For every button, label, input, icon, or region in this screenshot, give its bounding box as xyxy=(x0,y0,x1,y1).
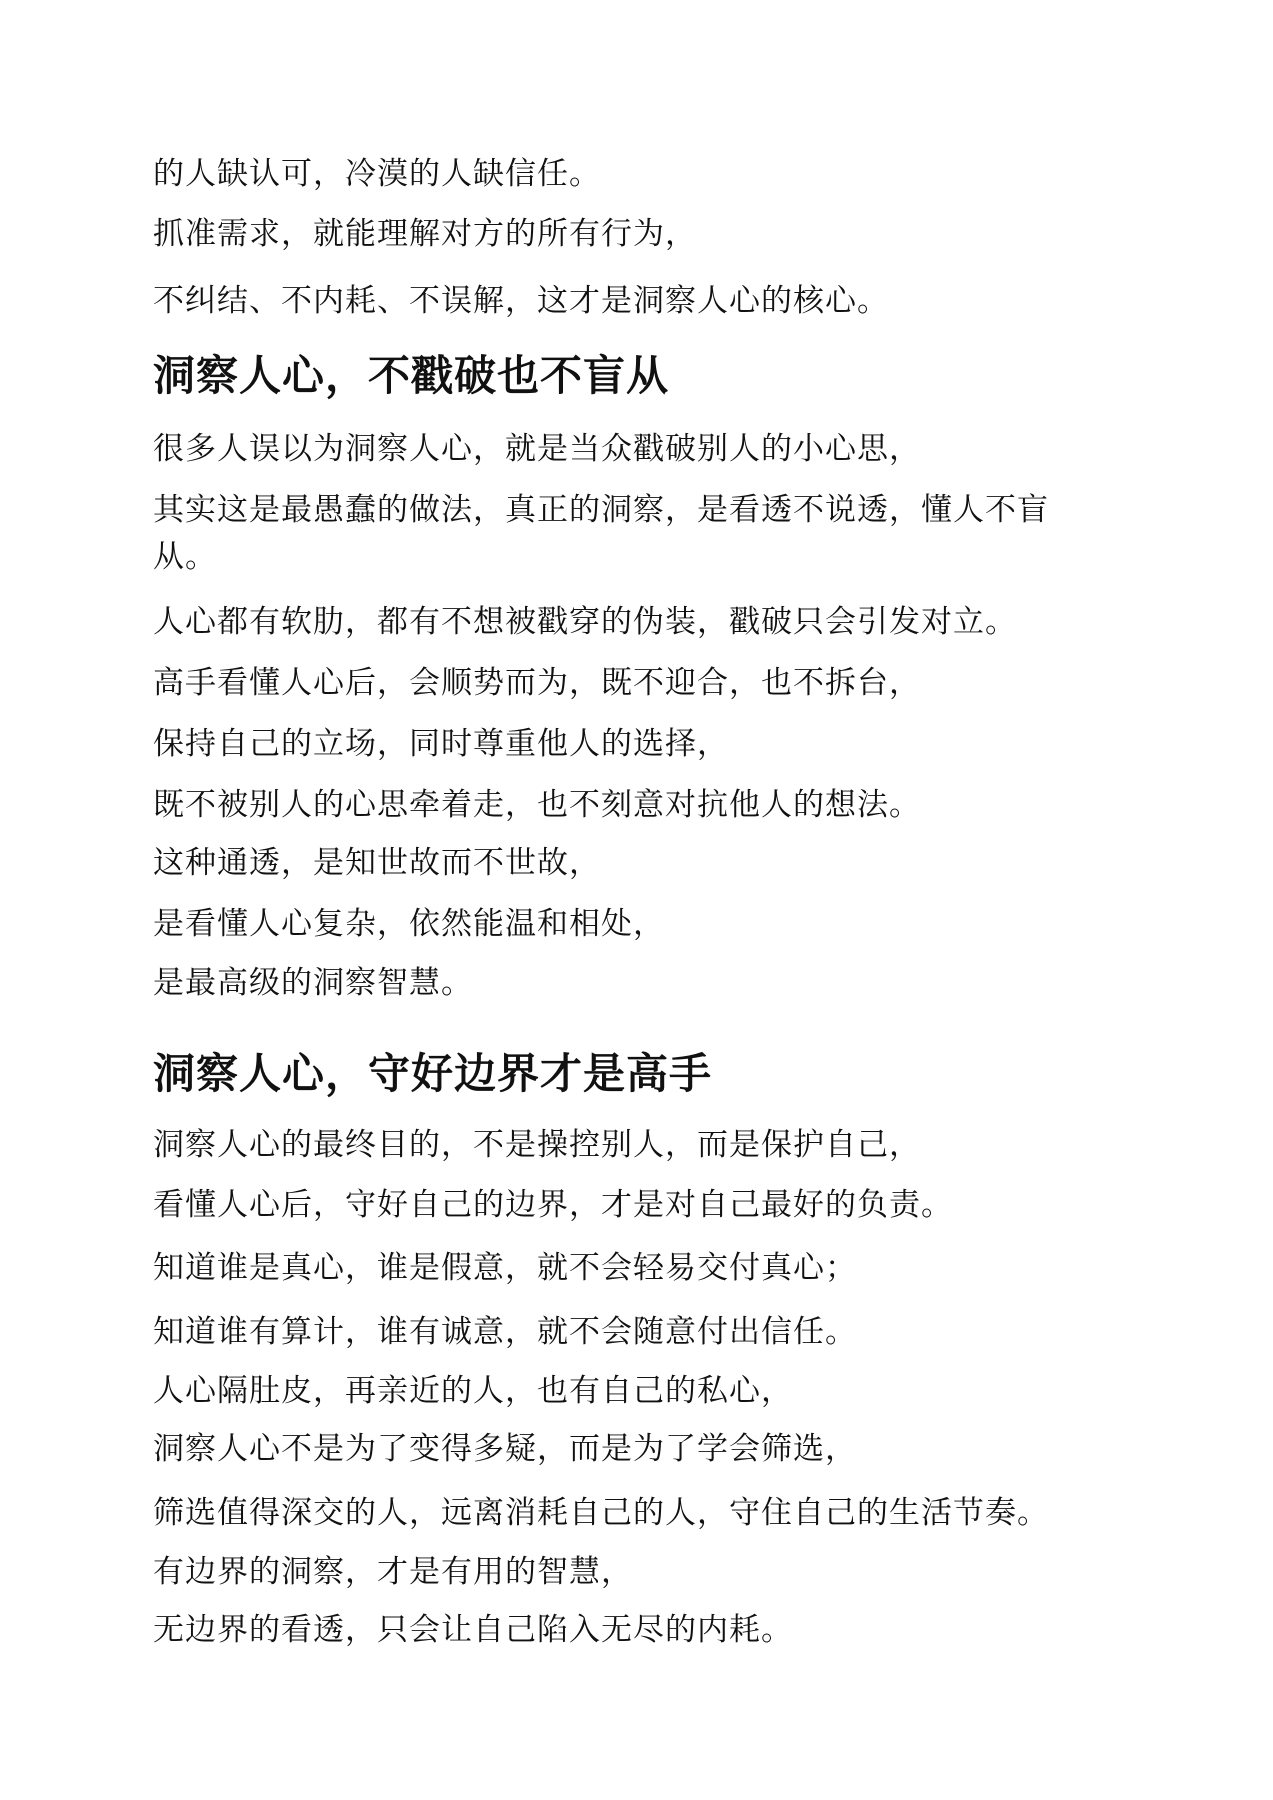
paragraph-line: 看懂人心后，守好自己的边界，才是对自己最好的负责。 xyxy=(153,1187,953,1223)
intro-line: 不纠结、不内耗、不误解，这才是洞察人心的核心。 xyxy=(153,283,889,319)
paragraph-line: 很多人误以为洞察人心，就是当众戳破别人的小心思， xyxy=(153,431,921,467)
paragraph-line: 是看懂人心复杂，依然能温和相处， xyxy=(153,906,665,942)
paragraph-line: 有边界的洞察，才是有用的智慧， xyxy=(153,1554,633,1590)
paragraph-line: 高手看懂人心后，会顺势而为，既不迎合，也不拆台， xyxy=(153,665,921,701)
intro-line: 的人缺认可，冷漠的人缺信任。 xyxy=(153,156,601,192)
paragraph-line: 人心隔肚皮，再亲近的人，也有自己的私心， xyxy=(153,1373,793,1409)
paragraph-line: 无边界的看透，只会让自己陷入无尽的内耗。 xyxy=(153,1612,793,1648)
paragraph-line: 保持自己的立场，同时尊重他人的选择， xyxy=(153,726,729,762)
paragraph-line: 人心都有软肋，都有不想被戳穿的伪装，戳破只会引发对立。 xyxy=(153,604,1017,640)
paragraph-line: 洞察人心的最终目的，不是操控别人，而是保护自己， xyxy=(153,1127,921,1163)
paragraph-line: 是最高级的洞察智慧。 xyxy=(153,965,473,1001)
paragraph-line: 既不被别人的心思牵着走，也不刻意对抗他人的想法。 xyxy=(153,787,921,823)
paragraph-line: 其实这是最愚蠢的做法，真正的洞察，是看透不说透，懂人不盲 xyxy=(153,492,1049,528)
intro-line: 抓准需求，就能理解对方的所有行为， xyxy=(153,216,697,252)
paragraph-line: 从。 xyxy=(153,539,217,575)
paragraph-line: 这种通透，是知世故而不世故， xyxy=(153,845,601,881)
paragraph-line: 知道谁是真心，谁是假意，就不会轻易交付真心； xyxy=(153,1250,857,1286)
section-heading: 洞察人心，不戳破也不盲从 xyxy=(153,351,670,400)
paragraph-line: 知道谁有算计，谁有诚意，就不会随意付出信任。 xyxy=(153,1314,857,1350)
section-heading: 洞察人心，守好边界才是高手 xyxy=(153,1049,713,1098)
paragraph-line: 筛选值得深交的人，远离消耗自己的人，守住自己的生活节奏。 xyxy=(153,1495,1049,1531)
paragraph-line: 洞察人心不是为了变得多疑，而是为了学会筛选， xyxy=(153,1431,857,1467)
